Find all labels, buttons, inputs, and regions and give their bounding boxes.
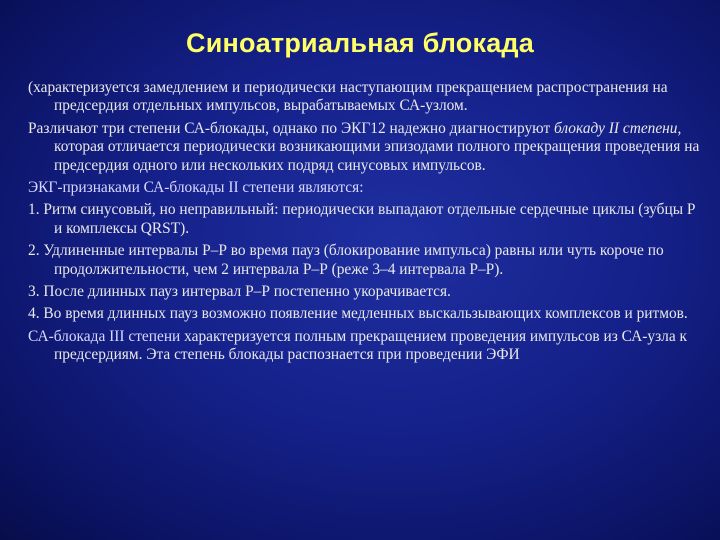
paragraph-degrees [28, 120, 700, 175]
list-item-text: Во время длинных пауз возможно появление медленных выскальзывающих комплексов и ритмов. [43, 305, 688, 323]
list-item-number: 4. [28, 305, 40, 323]
list-item-3 [28, 283, 700, 301]
list-item-1 [28, 201, 700, 238]
list-item-number: 2. [28, 242, 40, 260]
degrees-text-before: Различают три степени СА-блокады, однако по ЭКГ12 надежно диагностируют [28, 119, 555, 137]
paragraph-definition: (характеризуется замедлением и периодически наступающим прекращением распространения на предсердия отдельных импульсов, вырабатываемых СА-узлом. [28, 79, 668, 115]
third-degree-highlight: СА-блокада III степени [28, 327, 181, 345]
slide-title: Синоатриальная блокада [186, 28, 534, 58]
degrees-text-italic: блокаду II степени [554, 119, 678, 137]
list-item-text: Ритм синусовый, но неправильный: периодически выпадают отдельные сердечные циклы (зубцы Р и комплексы QRST). [43, 201, 696, 237]
slide-body [28, 79, 700, 369]
paragraph-third-degree [28, 328, 700, 365]
third-degree-text: характеризуется полным прекращением проведения импульсов из СА-узла к предсердиям. Эта степень блокады распознается при проведении ЭФИ [54, 327, 688, 364]
paragraph-ecg-signs-heading: ЭКГ-признаками СА-блокады II степени являются: [28, 179, 364, 197]
list-item-number: 1. [28, 201, 40, 219]
list-item-2 [28, 242, 700, 279]
list-item-text: Удлиненные интервалы Р–Р во время пауз (блокирование импульса) равны или чуть короче по продолжительности, чем 2 интервала Р–Р (реже 3–4 интервала Р–Р). [43, 242, 664, 278]
list-item-text: После длинных пауз интервал Р–Р постепенно укорачивается. [43, 283, 451, 301]
degrees-text-after: , которая отличается периодически возникающими эпизодами полного прекращения проведения на предсердия одного или нескольких подряд синусовых импульсов. [54, 119, 700, 174]
list-item-4 [28, 305, 700, 323]
list-item-number: 3. [28, 283, 40, 301]
